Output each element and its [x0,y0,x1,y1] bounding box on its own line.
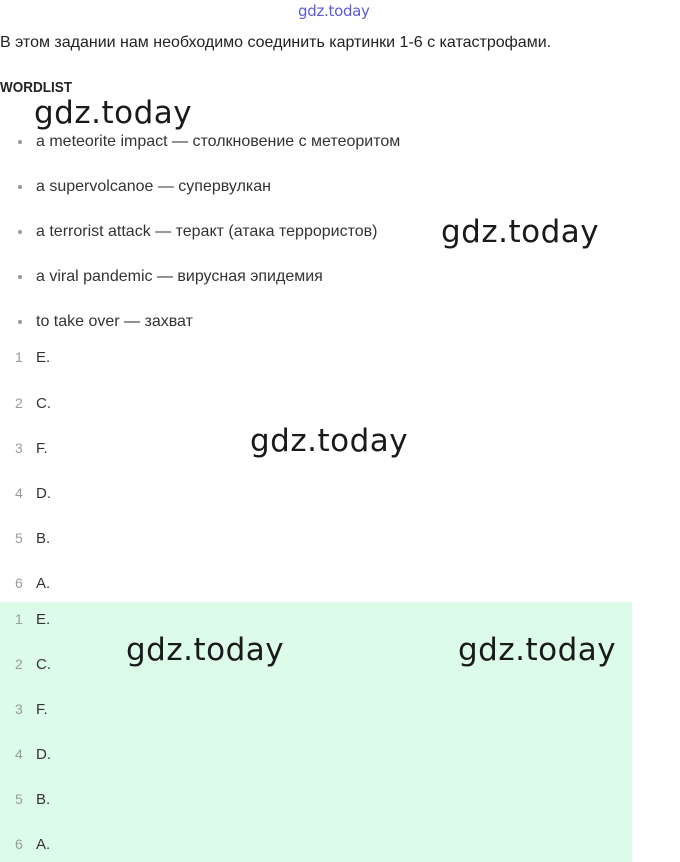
answer-number: 2 [15,656,23,672]
wordlist-item [18,310,193,334]
answer-number: 4 [15,485,23,501]
answer-value: C. [36,394,51,412]
wordlist-item-text: a supervolcanoe — супервулкан [36,178,271,195]
answer-row [0,571,50,595]
bullet-icon [18,275,22,279]
answer-number: 2 [15,395,23,411]
answer-row [0,742,51,766]
answer-value: F. [36,439,48,457]
answer-row [0,345,50,369]
answer-value: F. [36,700,48,718]
answer-number: 3 [15,440,23,456]
site-mark: gdz.today [298,2,370,20]
answer-number: 6 [15,836,23,852]
wordlist-item [18,175,271,199]
answer-value: E. [36,348,51,366]
answer-value: B. [36,790,51,808]
intro-text: В этом задании нам необходимо соединить картинки 1-6 с катастрофами. [0,34,552,51]
bullet-icon [18,185,22,189]
watermark: gdz.today [441,214,600,250]
watermark: gdz.today [126,632,285,668]
answer-value: C. [36,655,51,673]
answer-number: 6 [15,575,23,591]
wordlist-item-text: a meteorite impact — столкновение с метеоритом [36,133,401,150]
watermark: gdz.today [34,95,193,131]
bullet-icon [18,140,22,144]
answer-row [0,832,50,856]
answer-value: E. [36,610,51,628]
answer-row [0,436,48,460]
wordlist-item [18,220,377,244]
answer-number: 4 [15,746,23,762]
answer-number: 3 [15,701,23,717]
wordlist-item [18,130,400,154]
watermark: gdz.today [250,423,409,459]
answer-number: 5 [15,791,23,807]
wordlist-title: WORDLIST [0,79,72,96]
answer-value: D. [36,745,51,763]
wordlist-item-text: a terrorist attack — теракт (атака террористов) [36,223,378,240]
answer-row [0,652,51,676]
answer-row [0,607,50,631]
answer-value: A. [36,835,51,853]
bullet-icon [18,230,22,234]
answer-row [0,697,48,721]
answer-row [0,391,51,415]
answer-value: B. [36,529,51,547]
wordlist-item-text: a viral pandemic — вирусная эпидемия [36,268,323,285]
answer-number: 5 [15,530,23,546]
watermark: gdz.today [458,632,617,668]
answer-number: 1 [15,349,23,365]
bullet-icon [18,320,22,324]
answer-value: A. [36,574,51,592]
answer-row [0,526,50,550]
wordlist-item-text: to take over — захват [36,313,193,330]
answer-row [0,787,50,811]
wordlist-item [18,265,323,289]
answer-number: 1 [15,611,23,627]
answer-row [0,481,51,505]
answer-value: D. [36,484,51,502]
